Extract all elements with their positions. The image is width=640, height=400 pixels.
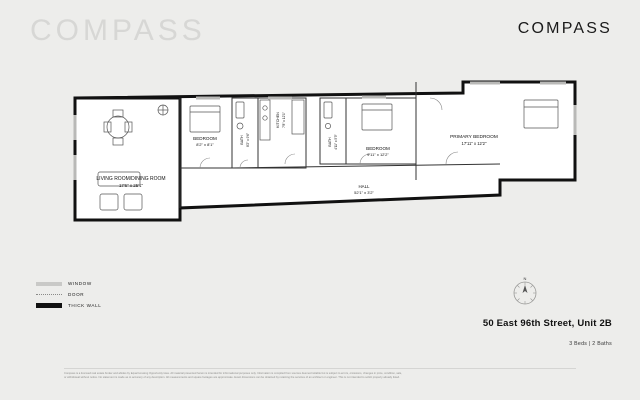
compass-rose-icon bbox=[506, 272, 544, 310]
room-label-kitchen: KITCHEN bbox=[276, 112, 280, 128]
thick-wall-swatch-icon bbox=[36, 303, 62, 308]
room-dims-bedroom-1: 8'2" x 8'1" bbox=[196, 142, 214, 147]
footer-divider bbox=[64, 368, 576, 369]
room-label-primary-bedroom: PRIMARY BEDROOM bbox=[450, 135, 498, 140]
legend-label-door: DOOR bbox=[68, 292, 85, 297]
room-label-bath-2: BATH bbox=[328, 137, 332, 147]
legend-item-window bbox=[36, 278, 101, 289]
room-dims-bath-2: 4'11" x 5'5" bbox=[334, 134, 338, 150]
room-dims-hall: 52'1" x 3'2" bbox=[354, 190, 374, 195]
room-label-hall: HALL bbox=[358, 184, 370, 189]
room-dims-primary-bedroom: 17'11" x 12'2" bbox=[461, 141, 487, 146]
legend-item-door bbox=[36, 289, 101, 300]
room-dims-bedroom-2: 9'11" x 12'2" bbox=[367, 152, 389, 157]
legend-item-thick-wall bbox=[36, 300, 101, 311]
door-swatch-icon bbox=[36, 294, 62, 295]
legend-label-thick-wall: THICK WALL bbox=[68, 303, 102, 308]
room-dims-living: 17'6" x 25'1" bbox=[118, 183, 144, 188]
room-label-bath-1: BATH bbox=[240, 135, 244, 145]
compass-north-label: N bbox=[523, 276, 527, 281]
disclaimer-line-2: or withdrawal without notice. No statement is made as to accuracy of any description. All measurements and square footages are approximate. Exact dimensions can be obtained by retaining the services of an architect or engineer. This is not intended to solicit property already listed. bbox=[64, 376, 400, 380]
legend bbox=[36, 278, 101, 311]
address-block bbox=[483, 318, 612, 347]
room-dims-bath-1: 8'2" x 9'6" bbox=[246, 133, 250, 147]
floorplan-drawing bbox=[0, 60, 640, 280]
compass-watermark: COMPASS bbox=[30, 14, 206, 47]
room-dims-kitchen: 7'8" x 12'1" bbox=[282, 112, 286, 128]
compass-logo: COMPASS bbox=[517, 20, 612, 37]
property-address: 50 East 96th Street, Unit 2B bbox=[482, 318, 612, 329]
legend-label-window: WINDOW bbox=[68, 281, 92, 286]
disclaimer-text bbox=[64, 372, 576, 380]
disclaimer-line-1: Compass is a licensed real estate broker and abides by Equal Housing Opportunity laws. All material presented herein is intended for informational purposes only. Information is compiled from sources deemed reliable but is subject to errors, omissions, changes in price, condition, sale, bbox=[64, 372, 403, 375]
room-label-bedroom-2: BEDROOM bbox=[366, 146, 390, 151]
property-beds-baths: 3 Beds | 2 Baths bbox=[569, 341, 612, 347]
room-label-living: LIVING ROOM/DINING ROOM bbox=[96, 176, 166, 182]
room-label-bedroom-1: BEDROOM bbox=[193, 136, 217, 141]
window-swatch-icon bbox=[36, 282, 62, 286]
